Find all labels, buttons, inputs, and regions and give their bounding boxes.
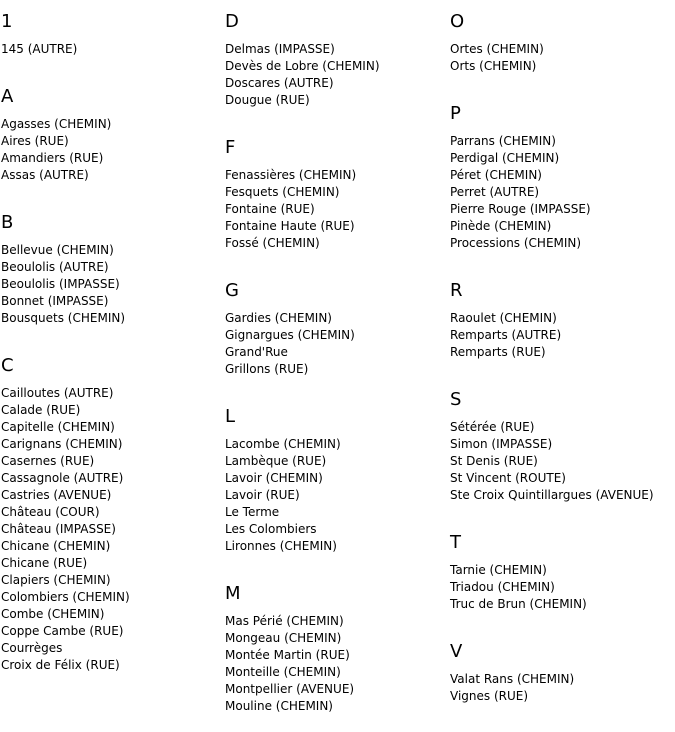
street-name: Mouline (CHEMIN) [225,699,333,713]
street-list [1,385,225,674]
street-name: Castries (AVENUE) [1,488,112,502]
letter-group [1,86,225,201]
street-list [450,310,674,361]
street-list [450,562,674,613]
letter-group [450,532,674,630]
street-name: Casernes (RUE) [1,454,95,468]
street-name: Montpellier (AVENUE) [225,682,355,696]
street-name: Amandiers (RUE) [1,151,104,165]
street-name: Le Terme [225,505,280,519]
letter-group [450,389,674,521]
street-name: Lironnes (CHEMIN) [225,539,337,553]
letter-heading: M [225,583,241,604]
street-name: Fesquets (CHEMIN) [225,185,340,199]
letter-group [1,11,225,75]
street-name: Ortes (CHEMIN) [450,42,544,56]
letter-group [225,137,449,269]
street-name: Monteille (CHEMIN) [225,665,341,679]
street-name: Assas (AUTRE) [1,168,89,182]
street-name: Bonnet (IMPASSE) [1,294,109,308]
street-name: Raoulet (CHEMIN) [450,311,557,325]
street-name: Château (COUR) [1,505,100,519]
street-name: St Vincent (ROUTE) [450,471,566,485]
street-name: Pinède (CHEMIN) [450,219,552,233]
street-name: Montée Martin (RUE) [225,648,350,662]
letter-group [450,280,674,378]
letter-heading: S [450,389,462,410]
street-list [225,167,449,252]
street-name: Bellevue (CHEMIN) [1,243,114,257]
street-name: Croix de Félix (RUE) [1,658,120,672]
letter-heading: F [225,137,236,158]
street-name: Combe (CHEMIN) [1,607,105,621]
street-name: Lavoir (CHEMIN) [225,471,323,485]
street-name: Perdigal (CHEMIN) [450,151,560,165]
street-name: Aires (RUE) [1,134,69,148]
street-name: Mongeau (CHEMIN) [225,631,342,645]
street-name: Beoulolis (AUTRE) [1,260,109,274]
letter-group [225,280,449,395]
street-name: Grillons (RUE) [225,362,309,376]
street-name: Fontaine Haute (RUE) [225,219,355,233]
street-name: Fenassières (CHEMIN) [225,168,357,182]
street-name: Processions (CHEMIN) [450,236,582,250]
street-name: Delmas (IMPASSE) [225,42,335,56]
letter-heading: A [1,86,14,107]
street-name: Grand'Rue [225,345,288,359]
street-name: Chicane (CHEMIN) [1,539,111,553]
street-name: Agasses (CHEMIN) [1,117,112,131]
letter-heading: G [225,280,239,301]
street-name: Cailloutes (AUTRE) [1,386,114,400]
street-name: Parrans (CHEMIN) [450,134,556,148]
street-name: Devès de Lobre (CHEMIN) [225,59,380,73]
letter-group [450,11,674,92]
street-name: Dougue (RUE) [225,93,310,107]
street-name: Vignes (RUE) [450,689,529,703]
street-list [450,41,674,75]
index-column-1 [1,0,225,691]
index-column-2 [225,0,449,732]
street-name: Pierre Rouge (IMPASSE) [450,202,591,216]
letter-heading: P [450,103,461,124]
index-column-3 [450,0,674,722]
street-name: Les Colombiers [225,522,317,536]
letter-group [225,406,449,572]
letter-heading: D [225,11,239,32]
street-name: Lacombe (CHEMIN) [225,437,341,451]
letter-heading: R [450,280,463,301]
letter-group [225,583,449,732]
street-name: 145 (AUTRE) [1,42,78,56]
street-list [450,671,674,705]
street-name: Tarnie (CHEMIN) [450,563,547,577]
letter-group [1,355,225,691]
street-list [450,133,674,252]
letter-heading: V [450,641,463,662]
street-name: Ste Croix Quintillargues (AVENUE) [450,488,654,502]
street-list [450,419,674,504]
street-name: Valat Rans (CHEMIN) [450,672,575,686]
street-list [1,41,225,58]
street-list [225,436,449,555]
street-name: Orts (CHEMIN) [450,59,537,73]
street-name: Fontaine (RUE) [225,202,315,216]
street-name: Fossé (CHEMIN) [225,236,320,250]
street-name: Gignargues (CHEMIN) [225,328,355,342]
street-name: Bousquets (CHEMIN) [1,311,126,325]
street-name: Remparts (RUE) [450,345,546,359]
street-name: Cassagnole (AUTRE) [1,471,124,485]
street-name: Remparts (AUTRE) [450,328,562,342]
street-name: Chicane (RUE) [1,556,88,570]
street-name: Carignans (CHEMIN) [1,437,123,451]
street-name: Courrèges [1,641,63,655]
letter-group [225,11,449,126]
street-name: St Denis (RUE) [450,454,538,468]
street-name: Château (IMPASSE) [1,522,116,536]
street-list [225,613,449,715]
street-name: Triadou (CHEMIN) [450,580,555,594]
letter-group [450,103,674,269]
street-name: Clapiers (CHEMIN) [1,573,111,587]
letter-group [1,212,225,344]
street-name: Mas Périé (CHEMIN) [225,614,344,628]
street-name: Lavoir (RUE) [225,488,300,502]
letter-heading: T [450,532,461,553]
street-name: Sétérée (RUE) [450,420,535,434]
street-name: Gardies (CHEMIN) [225,311,332,325]
street-list [1,242,225,327]
street-name: Lambèque (RUE) [225,454,327,468]
street-name: Perret (AUTRE) [450,185,540,199]
street-name: Coppe Cambe (RUE) [1,624,124,638]
street-name: Simon (IMPASSE) [450,437,553,451]
letter-heading: L [225,406,236,427]
letter-heading: B [1,212,14,233]
street-list [1,116,225,184]
street-name: Péret (CHEMIN) [450,168,542,182]
street-name: Doscares (AUTRE) [225,76,334,90]
street-list [225,310,449,378]
letter-group [450,641,674,722]
letter-heading: O [450,11,465,32]
street-name: Capitelle (CHEMIN) [1,420,115,434]
letter-heading: 1 [1,11,13,32]
street-name: Calade (RUE) [1,403,81,417]
street-name: Colombiers (CHEMIN) [1,590,130,604]
letter-heading: C [1,355,14,376]
street-name: Truc de Brun (CHEMIN) [450,597,587,611]
street-list [225,41,449,109]
street-name: Beoulolis (IMPASSE) [1,277,120,291]
